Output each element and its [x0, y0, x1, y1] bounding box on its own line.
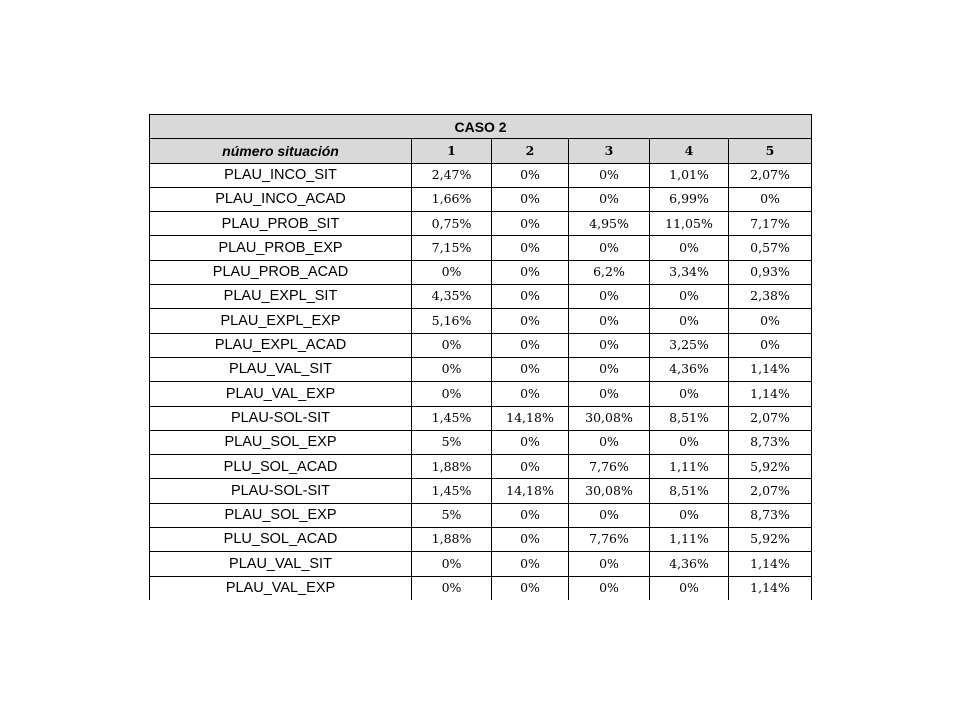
- value-cell: 0%: [569, 576, 650, 600]
- value-cell: 7,76%: [569, 528, 650, 552]
- value-cell: 7,15%: [412, 236, 492, 260]
- value-cell: 0%: [650, 503, 729, 527]
- row-name-cell: PLAU_VAL_SIT: [150, 552, 412, 576]
- row-name-cell: PLAU_EXPL_SIT: [150, 285, 412, 309]
- value-cell: 2,07%: [729, 163, 812, 187]
- column-header-5: 5: [729, 139, 812, 163]
- value-cell: 1,11%: [650, 455, 729, 479]
- value-cell: 3,25%: [650, 333, 729, 357]
- value-cell: 0%: [569, 503, 650, 527]
- value-cell: 1,14%: [729, 357, 812, 381]
- value-cell: 1,66%: [412, 187, 492, 211]
- row-label-header: número situación: [150, 139, 412, 163]
- value-cell: 1,45%: [412, 406, 492, 430]
- value-cell: 0%: [492, 163, 569, 187]
- value-cell: 0%: [569, 333, 650, 357]
- value-cell: 1,45%: [412, 479, 492, 503]
- row-name-cell: PLAU_PROB_ACAD: [150, 260, 412, 284]
- value-cell: 0%: [492, 187, 569, 211]
- value-cell: 0%: [492, 212, 569, 236]
- row-name-cell: PLAU_PROB_SIT: [150, 212, 412, 236]
- row-name-cell: PLAU_INCO_ACAD: [150, 187, 412, 211]
- row-name-cell: PLU_SOL_ACAD: [150, 455, 412, 479]
- table-row: [150, 455, 812, 479]
- value-cell: 0%: [569, 382, 650, 406]
- value-cell: 1,88%: [412, 528, 492, 552]
- value-cell: 0%: [492, 260, 569, 284]
- value-cell: 0%: [492, 309, 569, 333]
- value-cell: 1,01%: [650, 163, 729, 187]
- value-cell: 6,2%: [569, 260, 650, 284]
- value-cell: 1,14%: [729, 382, 812, 406]
- table-row: [150, 503, 812, 527]
- value-cell: 0%: [650, 382, 729, 406]
- value-cell: 4,36%: [650, 552, 729, 576]
- value-cell: 0%: [492, 333, 569, 357]
- value-cell: 0%: [569, 236, 650, 260]
- value-cell: 0%: [492, 503, 569, 527]
- row-name-cell: PLAU_VAL_EXP: [150, 382, 412, 406]
- value-cell: 1,11%: [650, 528, 729, 552]
- value-cell: 5,92%: [729, 455, 812, 479]
- table-row: [150, 309, 812, 333]
- caso-table: [149, 114, 812, 600]
- value-cell: 0%: [569, 552, 650, 576]
- value-cell: 0%: [650, 236, 729, 260]
- column-header-1: 1: [412, 139, 492, 163]
- value-cell: 0%: [569, 430, 650, 454]
- table-row: [150, 528, 812, 552]
- table-row: [150, 236, 812, 260]
- value-cell: 2,07%: [729, 479, 812, 503]
- value-cell: 0%: [492, 357, 569, 381]
- value-cell: 0%: [492, 382, 569, 406]
- table-row: [150, 163, 812, 187]
- value-cell: 30,08%: [569, 479, 650, 503]
- value-cell: 0%: [412, 382, 492, 406]
- value-cell: 2,07%: [729, 406, 812, 430]
- title-row: [150, 115, 812, 139]
- value-cell: 0%: [650, 430, 729, 454]
- value-cell: 14,18%: [492, 406, 569, 430]
- table-row: [150, 430, 812, 454]
- value-cell: 4,36%: [650, 357, 729, 381]
- row-name-cell: PLAU-SOL-SIT: [150, 479, 412, 503]
- table-header: [150, 115, 812, 164]
- value-cell: 2,38%: [729, 285, 812, 309]
- table-row: [150, 187, 812, 211]
- value-cell: 0,57%: [729, 236, 812, 260]
- value-cell: 0%: [492, 430, 569, 454]
- value-cell: 3,34%: [650, 260, 729, 284]
- table-body: [150, 163, 812, 600]
- table-row: [150, 406, 812, 430]
- row-name-cell: PLAU_SOL_EXP: [150, 430, 412, 454]
- value-cell: 0%: [412, 333, 492, 357]
- value-cell: 0%: [650, 285, 729, 309]
- row-name-cell: PLAU_PROB_EXP: [150, 236, 412, 260]
- value-cell: 8,51%: [650, 479, 729, 503]
- value-cell: 0%: [650, 576, 729, 600]
- row-name-cell: PLAU_EXPL_ACAD: [150, 333, 412, 357]
- value-cell: 0,75%: [412, 212, 492, 236]
- value-cell: 11,05%: [650, 212, 729, 236]
- table-row: [150, 260, 812, 284]
- value-cell: 0%: [492, 455, 569, 479]
- value-cell: 8,51%: [650, 406, 729, 430]
- value-cell: 0%: [729, 309, 812, 333]
- value-cell: 8,73%: [729, 503, 812, 527]
- value-cell: 0%: [412, 552, 492, 576]
- table-title: CASO 2: [150, 115, 812, 139]
- value-cell: 0%: [569, 309, 650, 333]
- table-row: [150, 333, 812, 357]
- value-cell: 30,08%: [569, 406, 650, 430]
- value-cell: 0%: [492, 285, 569, 309]
- value-cell: 0%: [492, 528, 569, 552]
- value-cell: 8,73%: [729, 430, 812, 454]
- value-cell: 1,88%: [412, 455, 492, 479]
- value-cell: 5,16%: [412, 309, 492, 333]
- value-cell: 5%: [412, 503, 492, 527]
- table-row: [150, 285, 812, 309]
- row-name-cell: PLAU_VAL_SIT: [150, 357, 412, 381]
- value-cell: 1,14%: [729, 552, 812, 576]
- table-row: [150, 357, 812, 381]
- row-name-cell: PLAU_EXPL_EXP: [150, 309, 412, 333]
- table-row: [150, 382, 812, 406]
- value-cell: 0%: [729, 187, 812, 211]
- value-cell: 0%: [650, 309, 729, 333]
- table-row: [150, 479, 812, 503]
- row-name-cell: PLAU-SOL-SIT: [150, 406, 412, 430]
- value-cell: 0,93%: [729, 260, 812, 284]
- table-row: [150, 576, 812, 600]
- value-cell: 6,99%: [650, 187, 729, 211]
- column-header-3: 3: [569, 139, 650, 163]
- value-cell: 2,47%: [412, 163, 492, 187]
- column-header-4: 4: [650, 139, 729, 163]
- table-row: [150, 212, 812, 236]
- value-cell: 1,14%: [729, 576, 812, 600]
- value-cell: 4,95%: [569, 212, 650, 236]
- value-cell: 14,18%: [492, 479, 569, 503]
- row-name-cell: PLAU_INCO_SIT: [150, 163, 412, 187]
- value-cell: 0%: [412, 576, 492, 600]
- row-name-cell: PLAU_SOL_EXP: [150, 503, 412, 527]
- value-cell: 4,35%: [412, 285, 492, 309]
- value-cell: 0%: [492, 576, 569, 600]
- value-cell: 0%: [492, 552, 569, 576]
- value-cell: 7,76%: [569, 455, 650, 479]
- row-name-cell: PLAU_VAL_EXP: [150, 576, 412, 600]
- value-cell: 0%: [569, 285, 650, 309]
- value-cell: 0%: [412, 260, 492, 284]
- value-cell: 5,92%: [729, 528, 812, 552]
- value-cell: 0%: [569, 163, 650, 187]
- value-cell: 0%: [412, 357, 492, 381]
- value-cell: 7,17%: [729, 212, 812, 236]
- row-name-cell: PLU_SOL_ACAD: [150, 528, 412, 552]
- value-cell: 5%: [412, 430, 492, 454]
- value-cell: 0%: [492, 236, 569, 260]
- value-cell: 0%: [729, 333, 812, 357]
- value-cell: 0%: [569, 187, 650, 211]
- column-header-row: [150, 139, 812, 163]
- value-cell: 0%: [569, 357, 650, 381]
- column-header-2: 2: [492, 139, 569, 163]
- table-row: [150, 552, 812, 576]
